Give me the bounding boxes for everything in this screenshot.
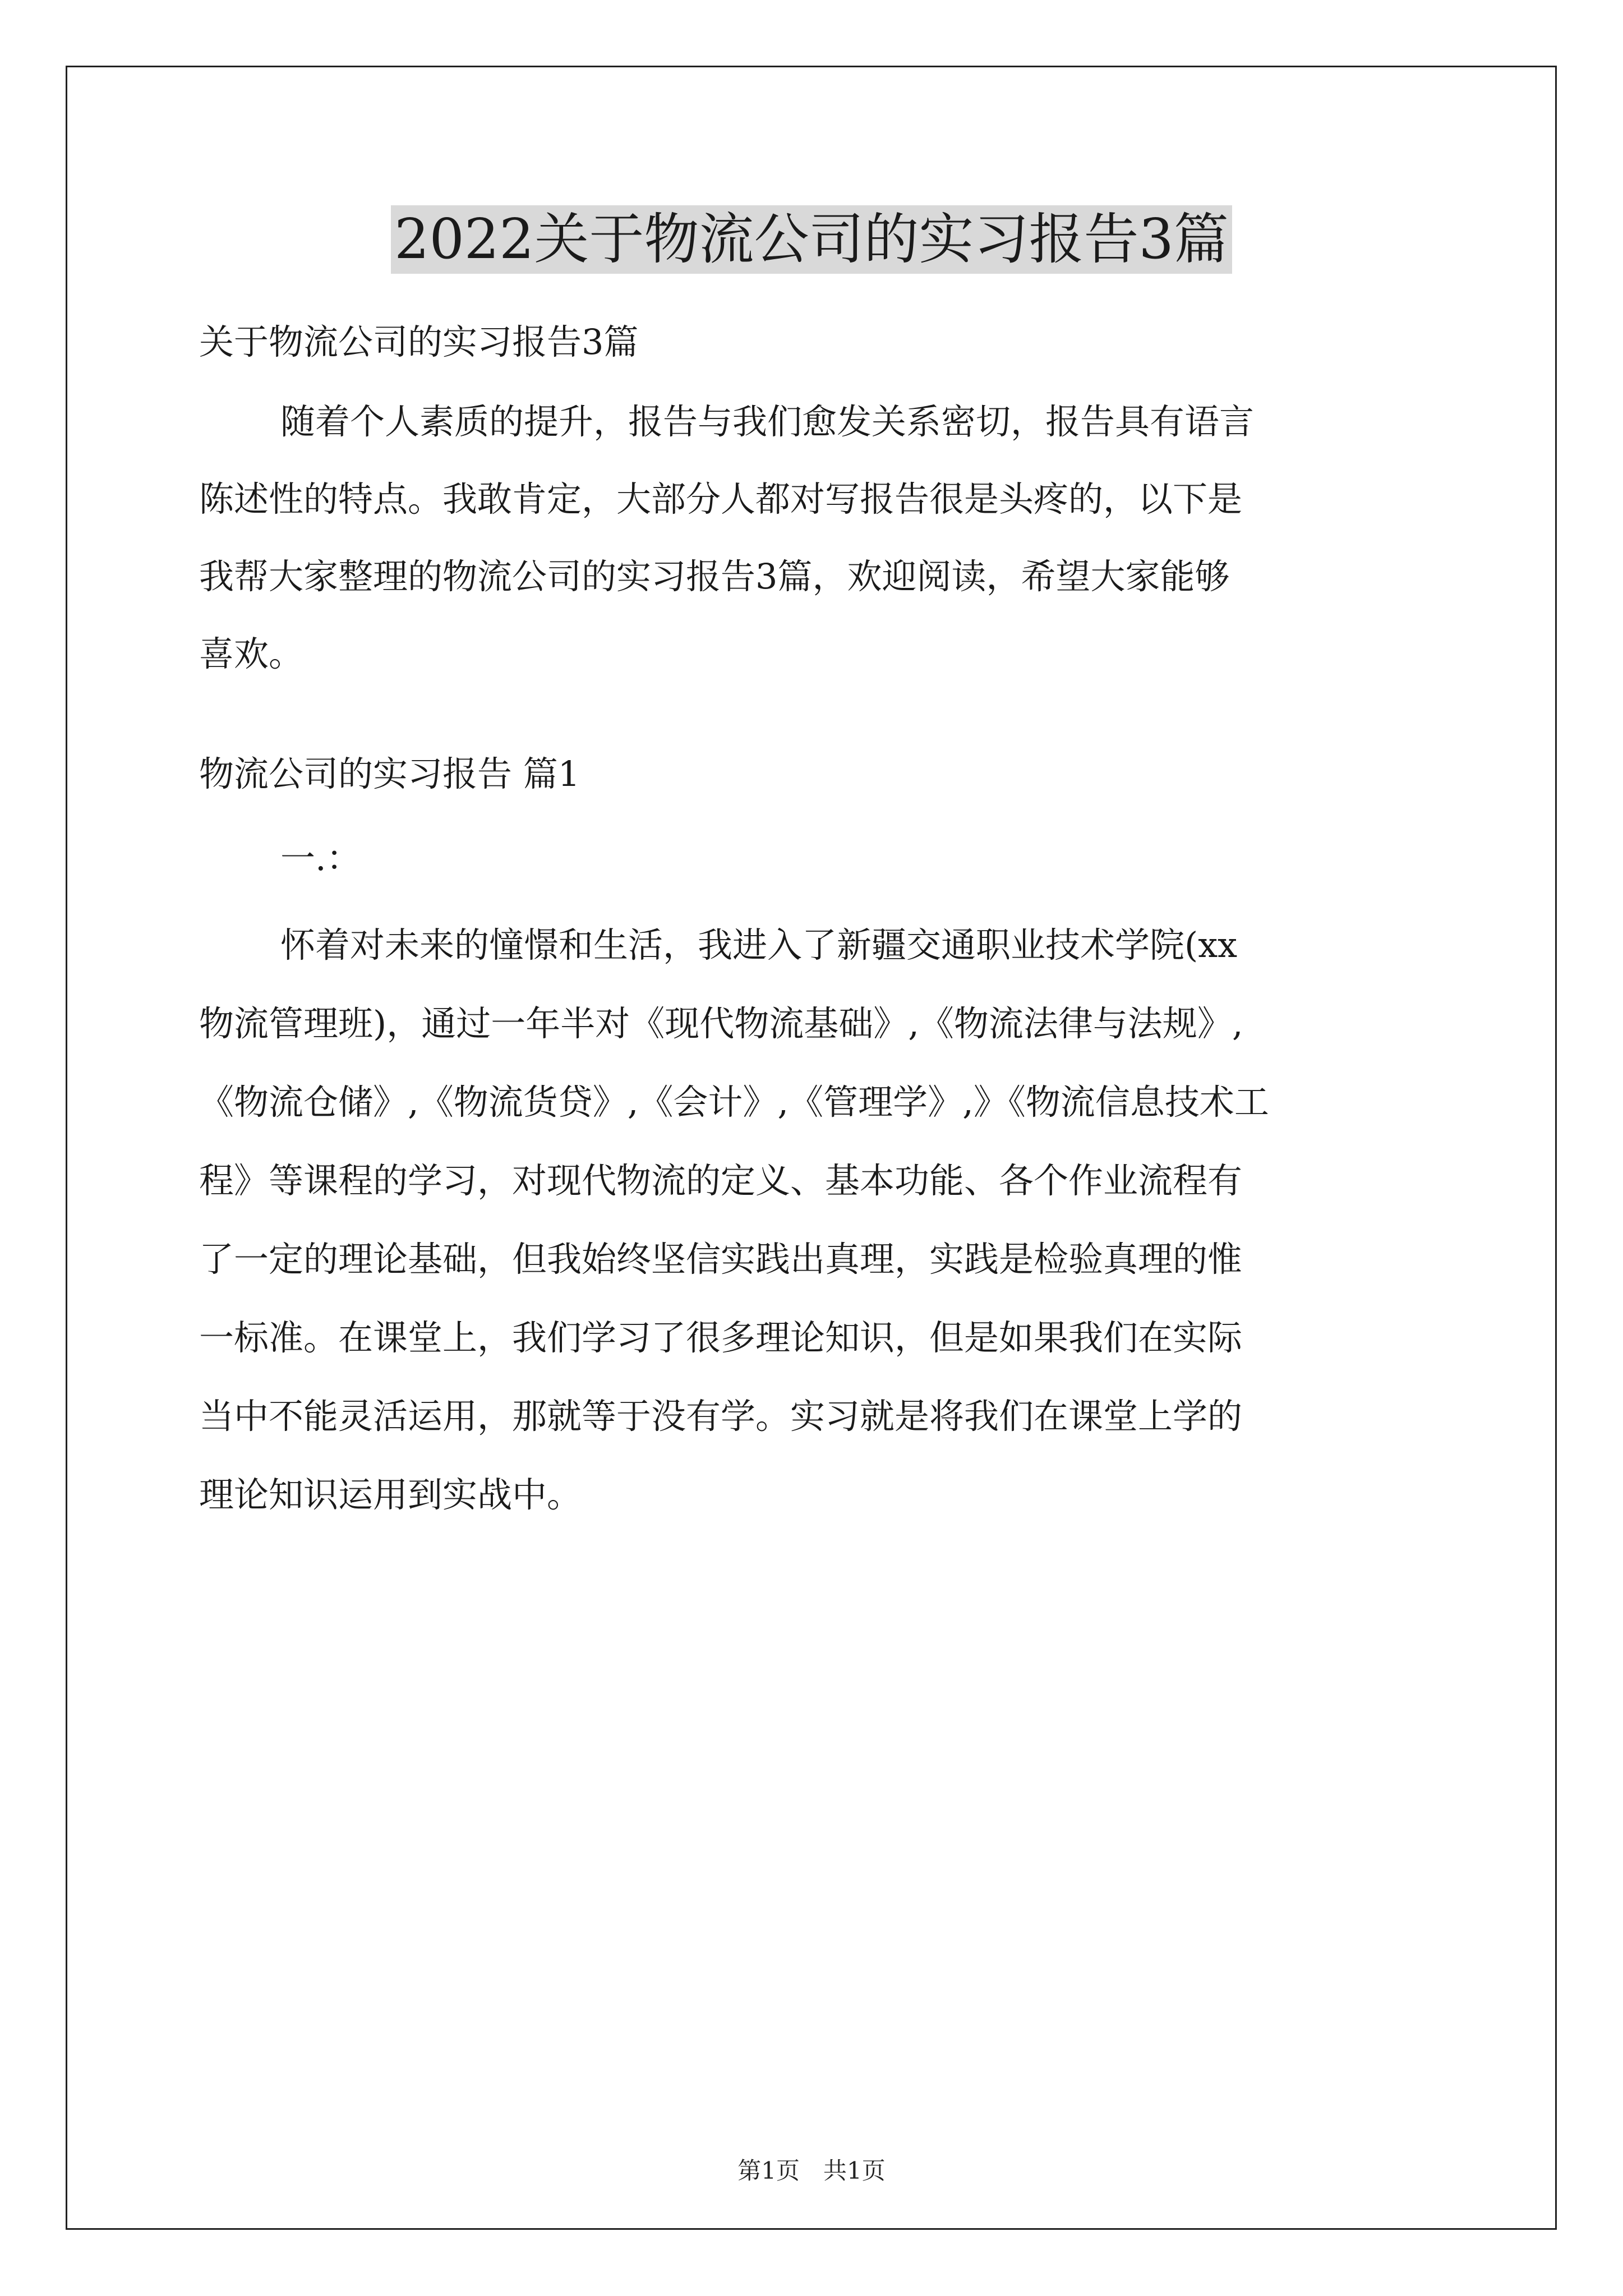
document-title-text: 2022关于物流公司的实习报告3篇: [391, 205, 1232, 274]
intro-line-1: 随着个人素质的提升，报告与我们愈发关系密切，报告具有语言: [280, 401, 1255, 442]
body-line-3: 《物流仓储》,《物流货贷》,《会计》,《管理学》,》《物流信息技术工: [199, 1082, 1269, 1122]
body-line-8: 理论知识运用到实战中。: [199, 1474, 582, 1515]
page-border: [66, 66, 1557, 2230]
document-title: [0, 197, 1623, 282]
body-line-7: 当中不能灵活运用，那就等于没有学。实习就是将我们在课堂上学的: [199, 1396, 1243, 1437]
body-line-2: 物流管理班)，通过一年半对《现代物流基础》,《物流法律与法规》,: [199, 1003, 1243, 1044]
body-line-1: 怀着对未来的憧憬和生活，我进入了新疆交通职业技术学院(xx: [280, 924, 1238, 965]
intro-line-3: 我帮大家整理的物流公司的实习报告3篇，欢迎阅读，希望大家能够: [199, 556, 1230, 597]
page-footer: 第1页 共1页: [737, 2157, 886, 2184]
section-heading: 物流公司的实习报告 篇1: [199, 753, 580, 794]
intro-line-4: 喜欢。: [199, 633, 304, 674]
section-subheading: 一.：: [280, 838, 361, 878]
intro-line-2: 陈述性的特点。我敢肯定，大部分人都对写报告很是头疼的，以下是: [199, 478, 1243, 519]
body-line-4: 程》等课程的学习，对现代物流的定义、基本功能、各个作业流程有: [199, 1160, 1243, 1201]
subtitle: 关于物流公司的实习报告3篇: [199, 321, 639, 362]
body-line-6: 一标准。在课堂上，我们学习了很多理论知识，但是如果我们在实际: [199, 1317, 1243, 1358]
body-line-5: 了一定的理论基础，但我始终坚信实践出真理，实践是检验真理的惟: [199, 1239, 1243, 1280]
